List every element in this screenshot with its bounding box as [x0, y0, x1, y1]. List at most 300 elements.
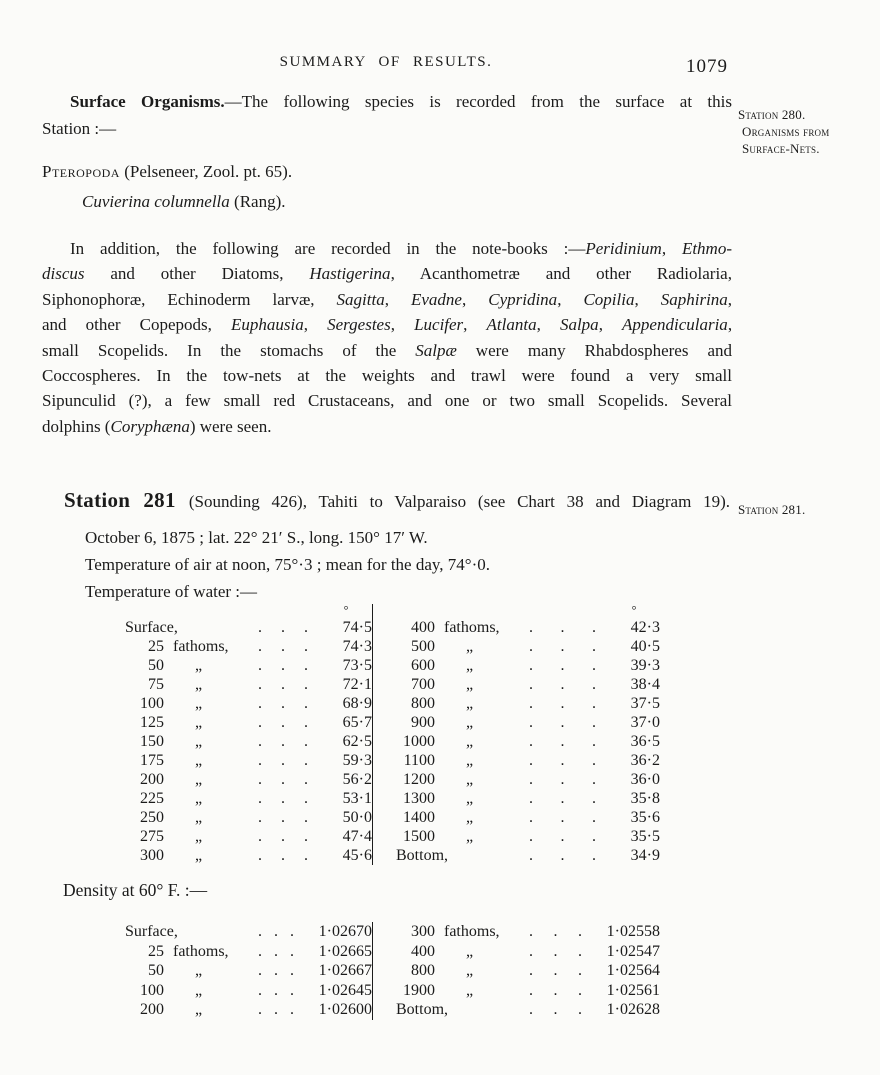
depth-number: 150: [140, 733, 164, 750]
leader-dots: [252, 961, 306, 981]
ditto-mark: „: [466, 790, 474, 807]
paragraph-line: [42, 88, 732, 115]
depth-number: 50: [148, 657, 164, 674]
reading-value: 65·7: [342, 714, 372, 731]
depth-number: 1200: [403, 771, 435, 788]
leader-dot: .: [592, 790, 596, 807]
reading-value: 59·3: [342, 752, 372, 769]
reading-value: 50·0: [342, 809, 372, 826]
reading-value: 1·02561: [606, 981, 660, 999]
degree-header-row: [391, 604, 660, 618]
text-segment: Salpæ: [415, 340, 457, 360]
text-segment: Surface Organisms.: [70, 92, 225, 111]
leader-dot: .: [592, 828, 596, 845]
leader-dot: .: [304, 638, 308, 655]
ditto-mark: „: [466, 676, 474, 693]
depth-label: Surface,: [125, 619, 178, 636]
depth-number: 700: [411, 676, 435, 693]
leader-dot: .: [529, 714, 533, 731]
page-header-title: SUMMARY OF RESULTS.: [279, 54, 493, 70]
reading-value: 39·3: [630, 657, 660, 674]
leader-dot: .: [304, 714, 308, 731]
leader-dot: .: [560, 695, 565, 712]
paragraph-line: [42, 363, 732, 388]
table-row: [391, 637, 660, 656]
reading-value: 74·5: [342, 619, 372, 636]
depth-number: 300: [140, 847, 164, 864]
table-row: [120, 618, 372, 637]
leader-dot: .: [529, 695, 533, 712]
reading-value: 1·02564: [606, 962, 660, 979]
text-segment: Siphonophoræ, Echinoderm larvæ,: [42, 289, 337, 309]
leader-dot: .: [529, 619, 533, 636]
table-row: [120, 846, 372, 865]
table-row: [120, 675, 372, 694]
leader-dot: .: [529, 771, 533, 788]
text-segment: ,: [598, 315, 623, 335]
leader-dot: .: [560, 657, 565, 674]
text-segment: ,: [463, 315, 487, 335]
depth-number: 175: [140, 752, 164, 769]
table-row: [120, 1000, 372, 1020]
leader-dot: .: [281, 771, 285, 788]
leader-dot: .: [258, 714, 262, 731]
ditto-mark: „: [466, 638, 474, 655]
reading-value: 38·4: [630, 676, 660, 693]
depth-number: 1400: [403, 809, 435, 826]
table-row: [120, 981, 372, 1001]
depth-number: 600: [411, 657, 435, 674]
leader-dots: [523, 922, 594, 942]
table-row: [120, 808, 372, 827]
text-segment: —The following species is recorded from the surface at this: [224, 92, 732, 111]
leader-dot: .: [304, 619, 308, 636]
text-segment: ,: [303, 315, 328, 335]
ditto-mark: „: [195, 657, 203, 674]
paragraph-line: [42, 287, 732, 312]
table-row: [391, 751, 660, 770]
reading-value: 74·3: [342, 638, 372, 655]
table-row: [391, 942, 660, 962]
leader-dot: .: [592, 714, 596, 731]
leader-dot: .: [304, 752, 308, 769]
reading-value: 62·5: [342, 733, 372, 750]
unit-label: fathoms,: [444, 923, 500, 940]
table-row: [391, 961, 660, 981]
depth-label: Surface,: [125, 923, 178, 940]
leader-dots: [252, 751, 320, 770]
table-row: [391, 732, 660, 751]
leader-dot: .: [281, 695, 285, 712]
paragraph-line: [42, 236, 732, 261]
leader-dot: .: [529, 1001, 533, 1018]
leader-dots: [523, 713, 608, 732]
leader-dot: .: [529, 638, 533, 655]
leader-dot: .: [258, 752, 262, 769]
leader-dot: .: [304, 771, 308, 788]
leader-dots: [252, 637, 320, 656]
depth-number: 300: [411, 923, 435, 940]
reading-value: 1·02628: [606, 1001, 660, 1018]
text-segment: ,: [384, 289, 411, 309]
depth-number: 800: [411, 695, 435, 712]
reading-value: 47·4: [342, 828, 372, 845]
text-segment: ,: [461, 289, 489, 309]
text-segment: ,: [536, 315, 560, 335]
leader-dot: .: [258, 847, 262, 864]
leader-dot: .: [578, 923, 582, 940]
table-row: [120, 789, 372, 808]
table-row: [120, 922, 372, 942]
text-segment: and other Diatoms,: [84, 264, 310, 284]
depth-number: 900: [411, 714, 435, 731]
leader-dot: .: [274, 1001, 278, 1018]
leader-dot: .: [560, 619, 565, 636]
reading-value: 37·5: [630, 695, 660, 712]
reading-value: 73·5: [342, 657, 372, 674]
text-segment: ,: [390, 315, 415, 335]
table-row: [120, 961, 372, 981]
table-row: [391, 694, 660, 713]
ditto-mark: „: [195, 809, 203, 826]
text-segment: Appendicularia: [622, 315, 728, 335]
leader-dots: [523, 846, 608, 865]
text-segment: (Sounding 426), Tahiti to Valparaiso (see Chart 38 and Diagram 19).: [188, 492, 731, 511]
unit-label: fathoms,: [173, 638, 229, 655]
paragraph-line: [42, 261, 732, 286]
text-segment: small Scopelids. In the stomachs of the: [42, 340, 416, 360]
leader-dot: .: [553, 981, 558, 999]
paragraph-line: [42, 414, 732, 439]
table-row: [120, 942, 372, 962]
text-segment: Pteropoda: [42, 162, 120, 181]
ditto-mark: „: [466, 771, 474, 788]
leader-dot: .: [274, 923, 278, 940]
leader-dot: .: [281, 619, 285, 636]
reading-value: 1·02558: [606, 923, 660, 940]
text-segment: Lucifer: [414, 315, 464, 335]
leader-dot: .: [560, 752, 565, 769]
ditto-mark: „: [195, 771, 203, 788]
leader-dots: [252, 656, 320, 675]
leader-dot: .: [529, 657, 533, 674]
leader-dot: .: [258, 733, 262, 750]
leader-dots: [252, 713, 320, 732]
reading-value: 35·8: [630, 790, 660, 807]
reading-value: 42·3: [630, 619, 660, 636]
text-segment: Atlanta: [486, 315, 537, 335]
leader-dot: .: [290, 942, 294, 960]
table-row: [120, 713, 372, 732]
leader-dots: [523, 637, 608, 656]
text-segment: (Rang).: [229, 192, 286, 211]
table-row: [391, 618, 660, 637]
leader-dot: .: [258, 638, 262, 655]
station-date-line: October 6, 1875 ; lat. 22° 21′ S., long. 150° 17′ W.: [85, 528, 428, 547]
depth-number: 1300: [403, 790, 435, 807]
depth-number: 100: [140, 695, 164, 712]
table-row: [391, 1000, 660, 1020]
leader-dot: .: [274, 981, 278, 999]
reading-value: 1·02667: [318, 962, 372, 979]
text-segment: were many Rhabdospheres and: [456, 340, 732, 360]
air-temperature-line: Temperature of air at noon, 75°·3 ; mean for the day, 74°·0.: [85, 555, 490, 574]
margin-note-line: Station 281.: [738, 502, 806, 517]
depth-number: 200: [140, 771, 164, 788]
leader-dot: .: [258, 923, 262, 940]
leader-dots: [523, 961, 594, 981]
leader-dot: .: [274, 942, 278, 960]
ditto-mark: „: [466, 962, 474, 979]
unit-label: fathoms,: [173, 942, 229, 960]
leader-dots: [523, 656, 608, 675]
reading-value: 1·02670: [318, 923, 372, 940]
leader-dots: [252, 770, 320, 789]
margin-note-line: Station 280.: [738, 107, 806, 122]
ditto-mark: „: [195, 752, 203, 769]
leader-dot: .: [290, 1001, 294, 1018]
leader-dot: .: [274, 962, 278, 979]
text-segment: Coryphæna: [110, 416, 190, 436]
leader-dot: .: [281, 676, 285, 693]
leader-dot: .: [258, 942, 262, 960]
leader-dot: .: [281, 714, 285, 731]
leader-dot: .: [592, 847, 596, 864]
leader-dot: .: [290, 923, 294, 940]
leader-dots: [523, 808, 608, 827]
leader-dot: .: [578, 942, 582, 960]
leader-dot: .: [592, 657, 596, 674]
table-row: [391, 808, 660, 827]
depth-number: 225: [140, 790, 164, 807]
reading-value: 68·9: [342, 695, 372, 712]
leader-dots: [523, 618, 608, 637]
notebooks-paragraph: [42, 236, 732, 439]
density-table-left-column: [120, 922, 372, 1020]
ditto-mark: „: [195, 828, 203, 845]
leader-dot: .: [281, 847, 285, 864]
leader-dots: [252, 846, 320, 865]
leader-dot: .: [304, 695, 308, 712]
table-row: [120, 637, 372, 656]
leader-dot: .: [258, 676, 262, 693]
leader-dot: .: [258, 790, 262, 807]
leader-dot: .: [529, 981, 533, 999]
leader-dot: .: [258, 981, 262, 999]
leader-dot: .: [592, 695, 596, 712]
margin-note-station-281: [738, 501, 878, 518]
leader-dot: .: [304, 676, 308, 693]
text-segment: Ethmo-: [681, 239, 732, 258]
leader-dots: [252, 922, 306, 942]
leader-dot: .: [304, 828, 308, 845]
text-segment: Salpa: [559, 315, 599, 335]
leader-dot: .: [258, 962, 262, 979]
table-row: [120, 732, 372, 751]
leader-dot: .: [592, 638, 596, 655]
depth-label: Bottom,: [396, 1001, 449, 1018]
reading-value: 37·0: [630, 714, 660, 731]
leader-dots: [252, 942, 306, 962]
text-segment: Copilia: [583, 289, 635, 309]
reading-value: 40·5: [630, 638, 660, 655]
leader-dots: [523, 827, 608, 846]
degree-header-row: [120, 604, 372, 618]
ditto-mark: „: [195, 1001, 203, 1018]
depth-number: 100: [140, 981, 164, 999]
depth-number: 400: [411, 942, 435, 960]
leader-dot: .: [553, 1001, 558, 1018]
ditto-mark: „: [466, 733, 474, 750]
table-row: [391, 675, 660, 694]
leader-dot: .: [560, 676, 565, 693]
leader-dot: .: [578, 1001, 582, 1018]
leader-dot: .: [553, 942, 558, 960]
surface-organisms-paragraph: [42, 88, 732, 142]
depth-number: 800: [411, 962, 435, 979]
ditto-mark: „: [466, 981, 474, 999]
reading-value: 56·2: [342, 771, 372, 788]
leader-dot: .: [258, 695, 262, 712]
leader-dot: .: [592, 771, 596, 788]
reading-value: 35·5: [630, 828, 660, 845]
text-segment: Saphirina: [660, 289, 728, 309]
degree-symbol: °: [631, 603, 637, 617]
leader-dot: .: [281, 809, 285, 826]
temperature-table-right-column: [372, 604, 660, 865]
leader-dot: .: [304, 733, 308, 750]
table-row: [120, 827, 372, 846]
depth-number: 1900: [403, 981, 435, 999]
leader-dot: .: [560, 790, 565, 807]
text-segment: Station :—: [42, 119, 117, 138]
table-row: [120, 694, 372, 713]
leader-dot: .: [529, 847, 533, 864]
leader-dot: .: [592, 619, 596, 636]
text-segment: , Acanthometræ and other Radiolaria,: [390, 264, 732, 284]
margin-note-station-280: [738, 106, 878, 157]
text-segment: dolphins (: [42, 416, 111, 436]
leader-dot: .: [578, 981, 582, 999]
table-row: [391, 922, 660, 942]
table-row: [120, 751, 372, 770]
leader-dot: .: [281, 790, 285, 807]
leader-dots: [523, 1000, 594, 1020]
ditto-mark: „: [195, 695, 203, 712]
text-segment: ) were seen.: [189, 416, 272, 436]
leader-dot: .: [258, 619, 262, 636]
depth-number: 1000: [403, 733, 435, 750]
station-281-heading: [64, 488, 730, 513]
leader-dot: .: [281, 638, 285, 655]
leader-dot: .: [560, 714, 565, 731]
pteropoda-header: [42, 160, 732, 184]
leader-dots: [252, 694, 320, 713]
table-row: [391, 827, 660, 846]
depth-number: 275: [140, 828, 164, 845]
leader-dot: .: [592, 733, 596, 750]
paragraph-line: [42, 388, 732, 413]
leader-dot: .: [258, 771, 262, 788]
text-segment: Peridinium: [585, 239, 662, 258]
density-table-right-column: [372, 922, 660, 1020]
leader-dot: .: [281, 752, 285, 769]
leader-dot: .: [553, 962, 558, 979]
leader-dot: .: [304, 657, 308, 674]
reading-value: 36·5: [630, 733, 660, 750]
depth-number: 250: [140, 809, 164, 826]
depth-number: 1100: [403, 752, 435, 769]
reading-value: 36·2: [630, 752, 660, 769]
leader-dot: .: [560, 828, 565, 845]
leader-dot: .: [529, 790, 533, 807]
text-segment: Hastigerina: [309, 264, 391, 284]
species-entry: [82, 192, 286, 212]
leader-dot: .: [304, 809, 308, 826]
leader-dot: .: [258, 828, 262, 845]
leader-dot: .: [529, 676, 533, 693]
ditto-mark: „: [195, 790, 203, 807]
text-segment: ,: [557, 289, 584, 309]
reading-value: 1·02665: [318, 942, 372, 960]
ditto-mark: „: [195, 676, 203, 693]
leader-dot: .: [281, 828, 285, 845]
ditto-mark: „: [466, 714, 474, 731]
leader-dots: [252, 808, 320, 827]
leader-dot: .: [592, 752, 596, 769]
text-segment: ,: [727, 289, 733, 309]
depth-number: 1500: [403, 828, 435, 845]
leader-dots: [523, 751, 608, 770]
leader-dots: [523, 942, 594, 962]
text-segment: Sergestes: [327, 315, 391, 335]
text-segment: Cuvierina columnella: [82, 192, 230, 211]
reading-value: 34·9: [630, 847, 660, 864]
reading-value: 45·6: [342, 847, 372, 864]
text-segment: discus: [42, 264, 85, 284]
leader-dots: [252, 789, 320, 808]
text-segment: Sipunculid (?), a few small red Crustaceans, and one or two small Scopelids. Several: [42, 391, 732, 411]
depth-number: 200: [140, 1001, 164, 1018]
table-row: [391, 656, 660, 675]
leader-dot: .: [529, 809, 533, 826]
paragraph-line: [42, 312, 732, 337]
ditto-mark: „: [195, 714, 203, 731]
text-segment: In addition, the following are recorded in the note-books :—: [70, 239, 586, 258]
paragraph-line: [42, 115, 732, 142]
reading-value: 53·1: [342, 790, 372, 807]
text-segment: Cypridina: [488, 289, 558, 309]
table-row: [391, 846, 660, 865]
leader-dot: .: [304, 847, 308, 864]
leader-dots: [252, 981, 306, 1001]
leader-dots: [523, 694, 608, 713]
text-segment: and other Copepods,: [42, 315, 232, 335]
leader-dots: [252, 1000, 306, 1020]
text-segment: Coccospheres. In the tow-nets at the weights and trawl were found a very small: [42, 366, 732, 386]
text-segment: ,: [661, 239, 682, 258]
depth-number: 50: [148, 962, 164, 979]
leader-dot: .: [529, 752, 533, 769]
leader-dots: [252, 675, 320, 694]
depth-number: 400: [411, 619, 435, 636]
ditto-mark: „: [195, 733, 203, 750]
temperature-table-left-column: [120, 604, 372, 865]
margin-note-line: Surface-Nets.: [742, 141, 820, 156]
ditto-mark: „: [466, 657, 474, 674]
water-temperature-table: [120, 604, 660, 865]
page-number: 1079: [686, 56, 728, 77]
